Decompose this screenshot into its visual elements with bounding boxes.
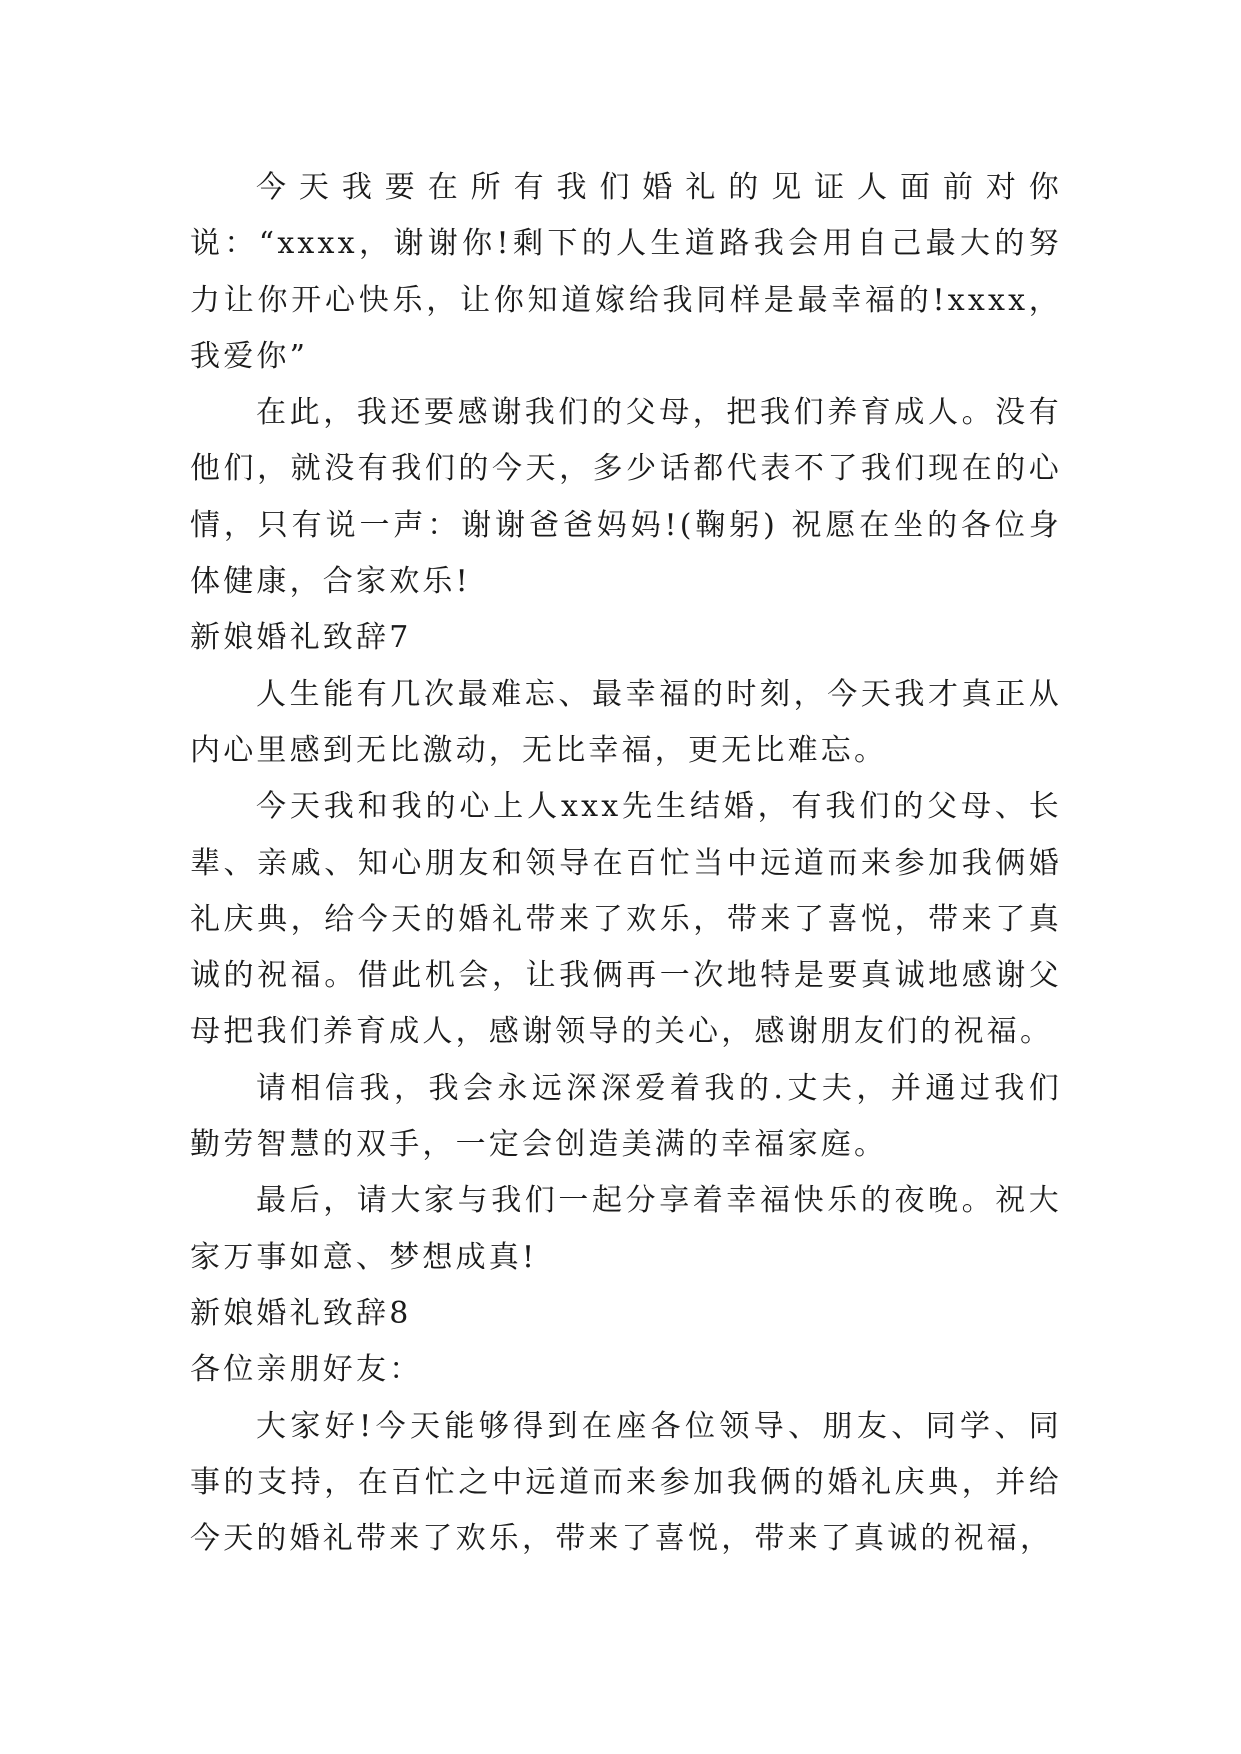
section-heading-8: 新娘婚礼致辞8 (190, 1295, 412, 1331)
paragraph-greeting: 大家好!今天能够得到在座各位领导、朋友、同学、同事的支持，在百忙之中远道而来参加我俩的婚礼庆典，并给今天的婚礼带来了欢乐，带来了喜悦，带来了真诚的祝福， (190, 1408, 1062, 1557)
paragraph-salutation: 各位亲朋好友： (190, 1352, 423, 1388)
document-body (190, 160, 1062, 1567)
section-heading-7: 新娘婚礼致辞7 (190, 620, 412, 656)
paragraph-promise: 请相信我，我会永远深深爱着我的.丈夫，并通过我们勤劳智慧的双手，一定会创造美满的幸福家庭。 (190, 1070, 1062, 1163)
paragraph-wedding-guests: 今天我和我的心上人xxx先生结婚，有我们的父母、长辈、亲戚、知心朋友和领导在百忙当中远道而来参加我俩婚礼庆典，给今天的婚礼带来了欢乐，带来了喜悦，带来了真诚的祝福。借此机会，让我俩再一次地特是要真诚地感谢父母把我们养育成人，感谢领导的关心，感谢朋友们的祝福。 (190, 789, 1062, 1050)
paragraph-vow: 今天我要在所有我们婚礼的见证人面前对你说：“xxxx，谢谢你!剩下的人生道路我会用自己最大的努力让你开心快乐，让你知道嫁给我同样是最幸福的!xxxx，我爱你” (190, 170, 1062, 374)
paragraph-thanks-parents: 在此，我还要感谢我们的父母，把我们养育成人。没有他们，就没有我们的今天，多少话都代表不了我们现在的心情，只有说一声：谢谢爸爸妈妈!(鞠躬) 祝愿在坐的各位身体健康，合家欢乐! (190, 395, 1062, 600)
paragraph-closing-wishes: 最后，请大家与我们一起分享着幸福快乐的夜晚。祝大家万事如意、梦想成真! (190, 1183, 1062, 1275)
paragraph-memorable-moment: 人生能有几次最难忘、最幸福的时刻，今天我才真正从内心里感到无比激动，无比幸福，更无比难忘。 (190, 676, 1062, 768)
